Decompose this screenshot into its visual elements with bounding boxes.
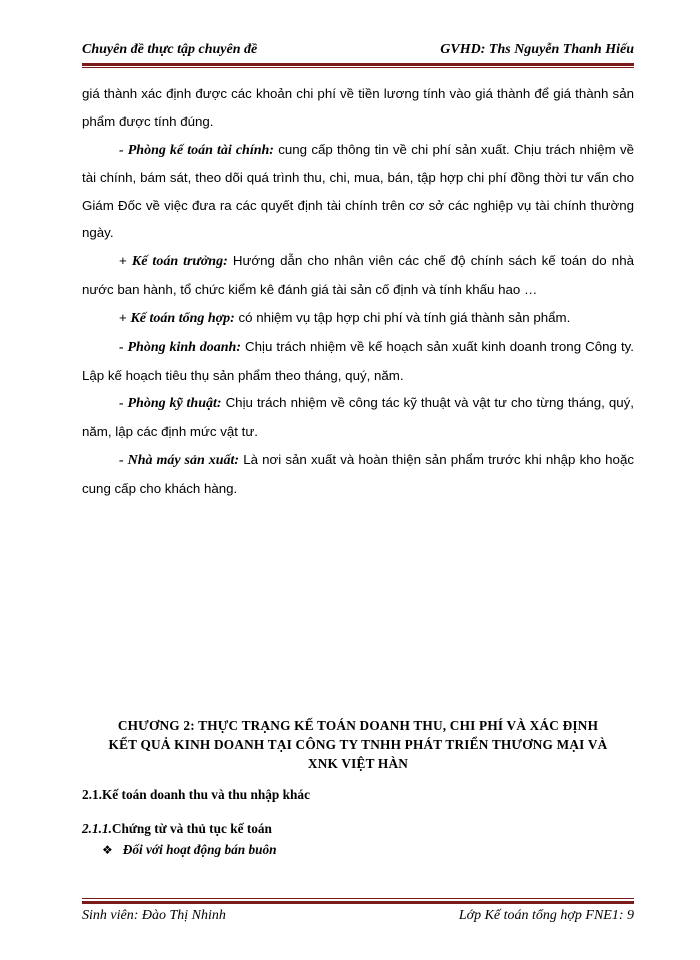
footer-divider <box>82 901 634 904</box>
footer-student: Sinh viên: Đào Thị Nhinh <box>82 908 226 923</box>
paragraph-finance-dept <box>82 136 634 247</box>
finance-dept-label: - Phòng kế toán tài chính: <box>119 142 274 158</box>
page-header <box>82 42 634 58</box>
bullet-text: Đối với hoạt động bán buôn <box>122 842 277 857</box>
section-heading-2-1: 2.1.Kế toán doanh thu và thu nhập khác <box>82 787 310 802</box>
business-dept-text: Chịu trách nhiệm về kế hoạch sản xuất kinh doanh trong Công ty. Lập kế hoạch tiêu thụ sản phẩm theo tháng, quý, năm. <box>82 338 634 383</box>
technical-dept-text: Chịu trách nhiệm về công tác kỹ thuật và vật tư cho từng tháng, quý, năm, lập các định mức vật tư. <box>82 395 635 440</box>
header-divider <box>82 63 634 66</box>
chief-accountant-prefix: + <box>119 253 132 269</box>
chief-accountant-text: Hướng dẫn cho nhân viên các chế độ chính sách kế toán do nhà nước ban hành, tổ chức kiểm kê đánh giá tài sản cố định và tính khấu hao … <box>82 253 634 297</box>
general-accountant-prefix: + <box>119 309 131 325</box>
paragraph-general-accountant <box>82 304 634 333</box>
section-title: Chứng từ và thủ tục kế toán <box>111 821 272 836</box>
paragraph-1: giá thành xác định được các khoản chi phí về tiền lương tính vào giá thành để giá thành sản phẩm được tính đúng. <box>82 86 634 129</box>
technical-dept-label: - Phòng kỹ thuật: <box>119 396 222 412</box>
business-dept-label: - Phòng kinh doanh: <box>119 339 242 355</box>
header-supervisor: GVHD: Ths Nguyễn Thanh Hiếu <box>440 42 634 57</box>
general-accountant-label: Kế toán tổng hợp: <box>130 310 235 326</box>
body-text <box>82 80 634 503</box>
factory-text: Là nơi sản xuất và hoàn thiện sản phẩm trước khi nhập kho hoặc cung cấp cho khách hàng. <box>82 452 634 496</box>
paragraph-factory <box>82 446 634 502</box>
general-accountant-text: có nhiệm vụ tập hợp chi phí và tính giá thành sản phẩm. <box>234 309 571 325</box>
chapter-heading-line-1: CHƯƠNG 2: THỰC TRẠNG KẾ TOÁN DOANH THU, CHI PHÍ VÀ XÁC ĐỊNH <box>117 718 599 733</box>
chief-accountant-label: Kế toán trưởng: <box>131 254 228 270</box>
finance-dept-text: cung cấp thông tin về chi phí sản xuất. Chịu trách nhiệm về tài chính, bám sát, theo dõi quá trình thu, chi, mua, bán, tập hợp chi phí đồng thời tư vấn cho Giám Đốc về việc đưa ra các quyết định tài chính trên cơ sở các nghiệp vụ tài chính thường ngày. <box>82 141 634 241</box>
paragraph-business-dept <box>82 333 634 389</box>
diamond-bullet-icon: ❖ <box>102 843 113 857</box>
footer-divider-thin <box>82 898 634 899</box>
section-heading-2-1-1 <box>82 821 272 837</box>
paragraph-technical-dept <box>82 389 634 445</box>
bullet-item <box>102 842 277 858</box>
page-footer <box>82 908 634 924</box>
section-number: 2.1.1. <box>82 821 112 836</box>
chapter-heading <box>82 716 634 773</box>
header-divider-thin <box>82 67 634 68</box>
footer-class-page: Lớp Kế toán tổng hợp FNE1: 9 <box>458 908 634 923</box>
factory-label: - Nhà máy sản xuất: <box>119 453 240 469</box>
chapter-heading-line-2: KẾT QUẢ KINH DOANH TẠI CÔNG TY TNHH PHÁT TRIỂN THƯƠNG MẠI VÀ <box>108 737 608 752</box>
header-course-title: Chuyên đề thực tập chuyên đề <box>82 42 258 57</box>
paragraph-chief-accountant <box>82 247 634 303</box>
chapter-heading-line-3: XNK VIỆT HÀN <box>307 756 409 771</box>
